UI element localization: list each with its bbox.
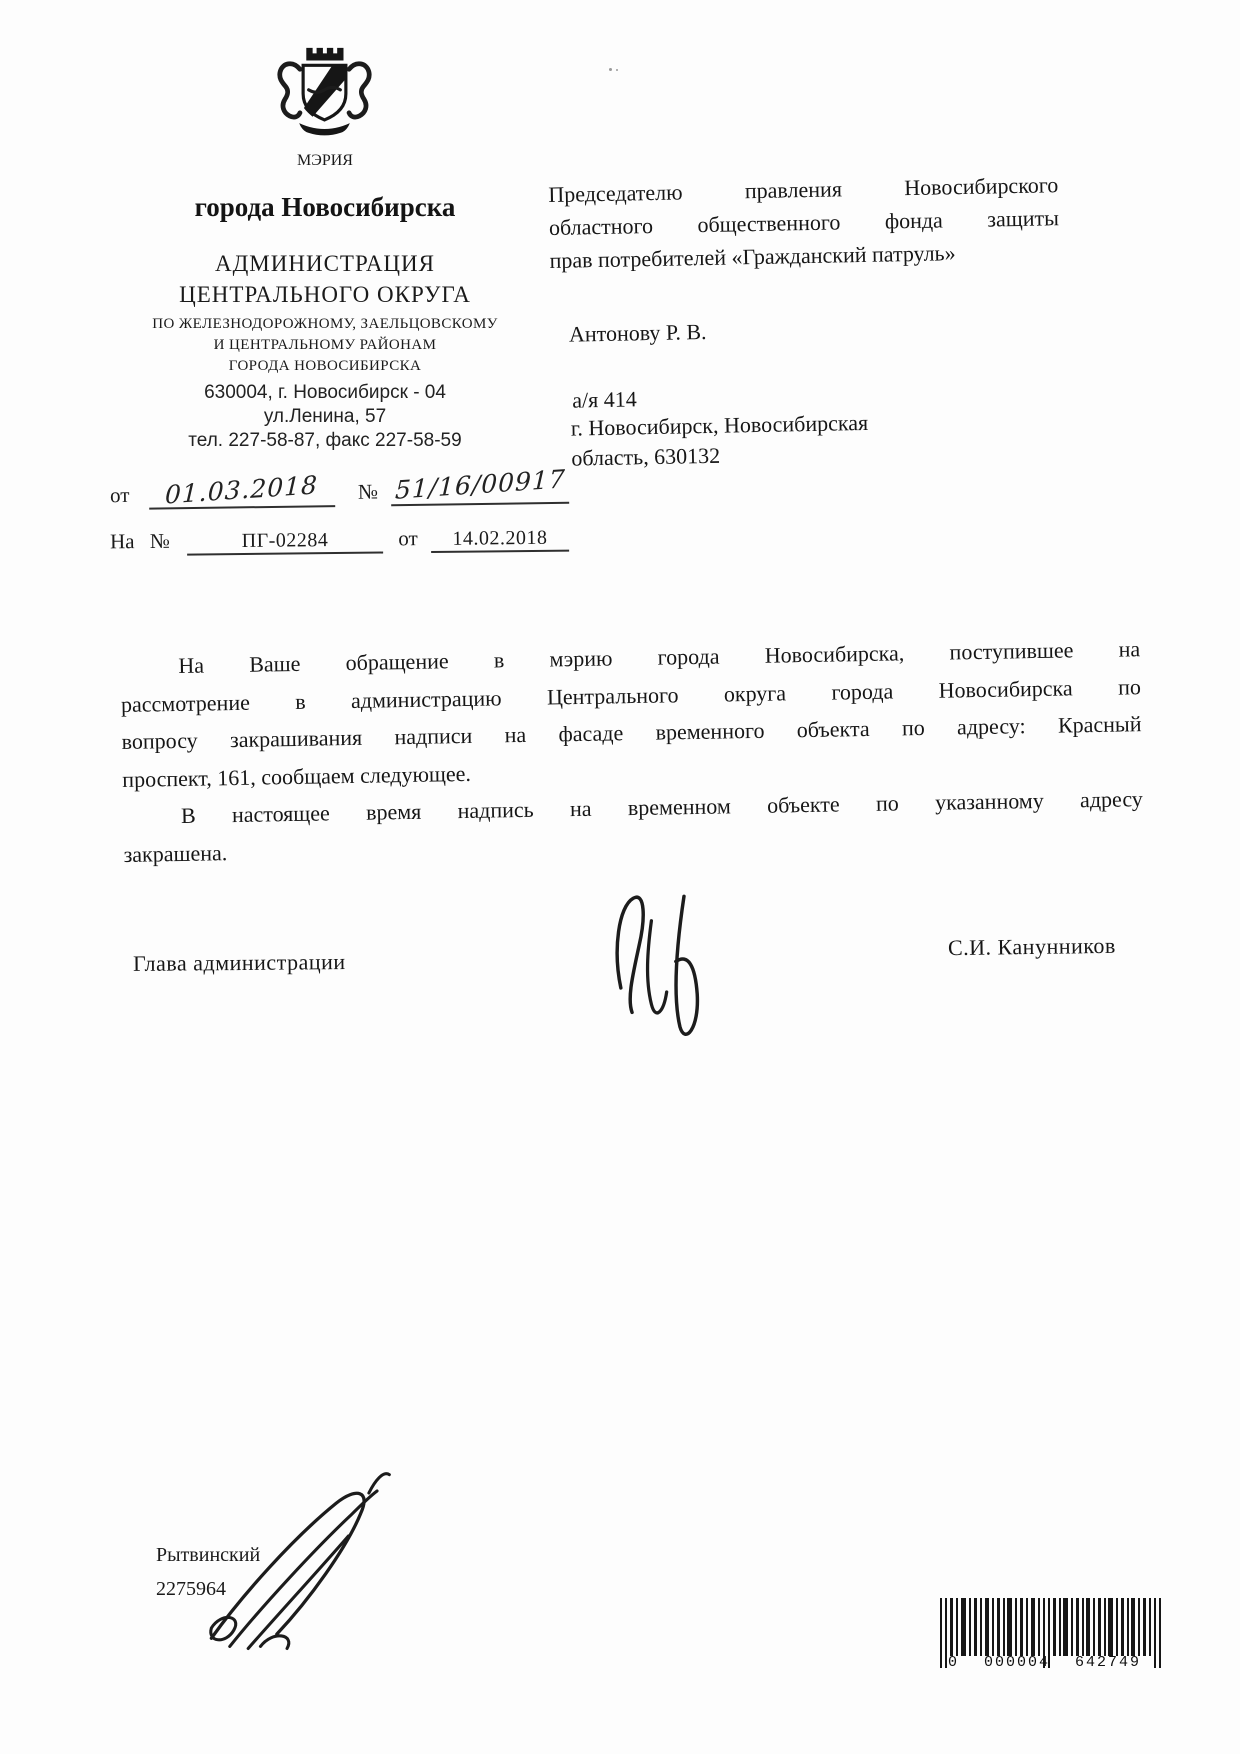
outgoing-date-value: 01.03.2018 <box>164 470 319 510</box>
outgoing-number-field <box>391 464 569 506</box>
body-paragraph-2-line: В настоящее время надпись на временном объекте по указанному адресу <box>180 786 1144 828</box>
executor-phone: 2275964 <box>156 1578 226 1600</box>
admin-line-2: ЦЕНТРАЛЬНОГО ОКРУГА <box>179 282 471 307</box>
districts-line-3: ГОРОДА НОВОСИБИРСКА <box>228 358 422 374</box>
letter-body <box>120 630 1144 873</box>
outgoing-number-value: 51/16/00917 <box>394 464 566 505</box>
outgoing-ref-line <box>109 464 570 510</box>
reply-from-label: от <box>398 526 418 551</box>
addressee-org-line: Председателю правления Новосибирского <box>548 172 1059 207</box>
phone-line: тел. 227-58-87, факс 227-58-59 <box>188 430 462 451</box>
body-paragraph-1-line: На Ваше обращение в мэрию города Новосибирска, поступившее на <box>178 636 1141 678</box>
barcode-digits: 0 000004 642749 <box>948 1654 1142 1671</box>
executor-name: Рытвинский <box>156 1544 261 1566</box>
coat-of-arms-icon <box>277 44 372 142</box>
scan-speckle <box>609 68 612 71</box>
addressee-block <box>548 168 1099 498</box>
org-title: МЭРИЯ <box>297 152 353 169</box>
incoming-date-field <box>431 527 569 553</box>
districts-line-2: И ЦЕНТРАЛЬНОМУ РАЙОНАМ <box>213 337 437 353</box>
org-city: города Новосибирска <box>194 192 456 222</box>
districts-line-1: ПО ЖЕЛЕЗНОДОРОЖНОМУ, ЗАЕЛЬЦОВСКОМУ <box>152 316 498 332</box>
ref-from-label: от <box>109 482 130 508</box>
addressee-city-line: г. Новосибирск, Новосибирская <box>570 409 869 441</box>
body-paragraph-2-line: закрашена. <box>123 839 228 867</box>
signer-name: С.И. Канунников <box>947 932 1116 961</box>
body-paragraph-1-line: проспект, 161, сообщаем следующее. <box>122 760 472 792</box>
addressee-org-line: прав потребителей «Гражданский патруль» <box>549 240 956 273</box>
addressee-po-box: а/я 414 <box>572 386 637 413</box>
addressee-city-line: область, 630132 <box>571 442 721 471</box>
body-paragraph-1-line: вопросу закрашивания надписи на фасаде временного объекта по адресу: Красный <box>121 711 1142 754</box>
body-paragraph-1-line: рассмотрение в администрацию Центрального округа города Новосибирска по <box>120 673 1142 717</box>
document-barcode-icon <box>938 1598 1183 1694</box>
addressee-org-line: областного общественного фонда защиты <box>548 205 1060 240</box>
addressee-name: Антонову Р. В. <box>568 318 707 347</box>
postal-line: 630004, г. Новосибирск - 04 <box>204 382 446 403</box>
incoming-date-value: 14.02.2018 <box>452 526 548 550</box>
reply-no-label: № <box>149 528 170 553</box>
incoming-number-value: ПГ-02284 <box>241 529 329 553</box>
incoming-number-field <box>187 529 383 556</box>
outgoing-date-field <box>148 470 334 510</box>
incoming-ref-line <box>110 525 569 557</box>
ref-number-label: № <box>357 479 379 504</box>
kanunnikov-signature-icon <box>598 878 716 1046</box>
admin-line-1: АДМИНИСТРАЦИЯ <box>215 251 435 276</box>
reply-na-label: На <box>109 529 135 554</box>
scan-speckle <box>616 69 618 71</box>
street-line: ул.Ленина, 57 <box>263 406 387 427</box>
executor-signature-icon <box>195 1462 420 1657</box>
signer-position: Глава администрации <box>132 949 346 976</box>
